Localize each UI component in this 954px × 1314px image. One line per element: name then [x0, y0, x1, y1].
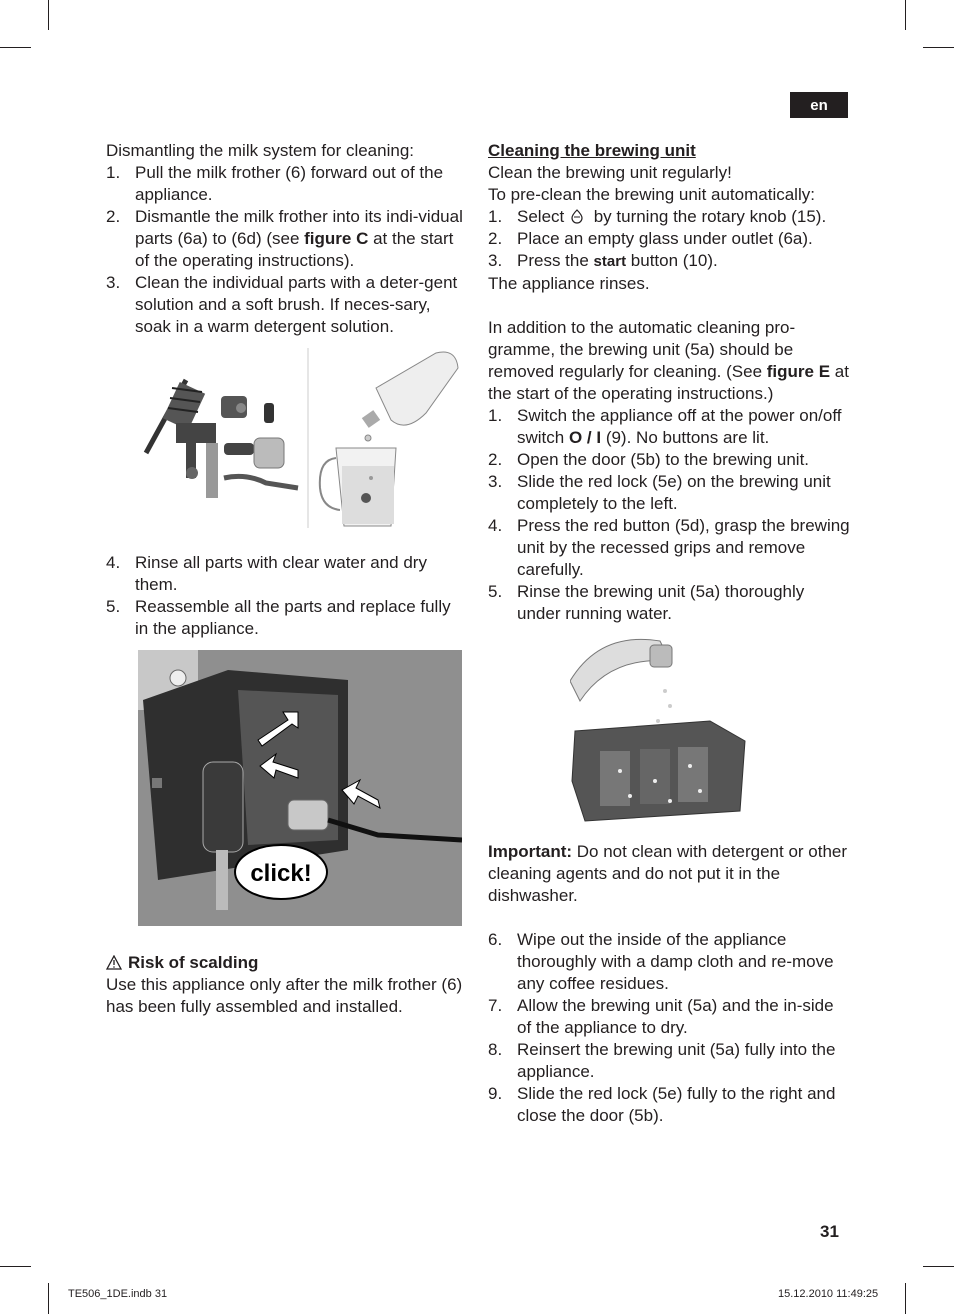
crop-mark [0, 47, 31, 48]
footer-timestamp: 15.12.2010 11:49:25 [778, 1288, 879, 1300]
list-item: 1. Select by turning the rotary knob (15). [488, 207, 827, 226]
body-text: In addition to the automatic cleaning pro-gramme, the brewing unit (5a) should be removed regularly for cleaning. (See figure E at the start of the operating instructions.) [488, 318, 849, 403]
list-item: 1. Switch the appliance off at the power on/off switch O / I (9). No buttons are lit. [488, 406, 842, 447]
risk-heading: Risk of scalding [106, 952, 468, 974]
frother-parts-illustration [106, 348, 468, 542]
frother-install-illustration [138, 650, 462, 926]
crop-mark [923, 1266, 954, 1267]
click-label: click! [250, 860, 312, 887]
body-text: Clean the brewing unit regularly! [488, 163, 732, 182]
list-item: 3. Clean the individual parts with a deter-gent solution and a soft brush. If neces-sary, soak in a warm detergent solution. [106, 273, 458, 336]
preclean-steps-list [488, 206, 850, 273]
section-heading: Cleaning the brewing unit [488, 141, 696, 160]
crop-mark [0, 1266, 31, 1267]
beaker-icon [320, 448, 396, 526]
rinsing-figure [570, 631, 850, 841]
list-item: 9. Slide the red lock (5e) fully to the right and close the door (5b). [488, 1084, 836, 1125]
important-note: Important: Do not clean with detergent or other cleaning agents and do not put it in the dishwasher. [488, 842, 848, 905]
milk-steps-list-b [106, 552, 468, 640]
language-tab: en [790, 92, 848, 118]
list-item: 1. Pull the milk frother (6) forward out of the appliance. [106, 163, 444, 204]
page-number: 31 [820, 1222, 839, 1241]
footer-file: TE506_1DE.indb 31 [68, 1288, 168, 1300]
rinsing-illustration [570, 631, 750, 835]
warning-icon [106, 955, 122, 970]
list-item: 2. Dismantle the milk frother into its indi-vidual parts (6a) to (6d) (see figure C at the start of the operating instructions). [106, 207, 463, 270]
list-item: 2. Open the door (5b) to the brewing unit. [488, 450, 810, 469]
list-item: 6. Wipe out the inside of the appliance thoroughly with a damp cloth and re-move any coffee residues. [488, 930, 834, 993]
removal-steps-list [488, 405, 850, 625]
crop-mark [48, 1283, 49, 1314]
detergent-bottle-icon [362, 352, 458, 441]
list-item: 4. Press the red button (5d), grasp the brewing unit by the recessed grips and remove carefully. [488, 516, 850, 579]
crop-mark [923, 47, 954, 48]
right-column [488, 140, 850, 1127]
body-text: The appliance rinses. [488, 274, 650, 293]
milk-system-intro: Dismantling the milk system for cleaning: [106, 141, 415, 160]
risk-text: Use this appliance only after the milk frother (6) has been fully assembled and installed. [106, 975, 463, 1016]
list-item: 8. Reinsert the brewing unit (5a) fully into the appliance. [488, 1040, 836, 1081]
crop-mark [48, 0, 49, 30]
milk-steps-list-a [106, 162, 468, 338]
frother-parts-figure [106, 348, 468, 542]
list-item: 3. Slide the red lock (5e) on the brewing unit completely to the left. [488, 472, 831, 513]
list-item: 3. Press the start button (10). [488, 251, 718, 270]
list-item: 4. Rinse all parts with clear water and dry them. [106, 553, 427, 594]
rinse-icon [569, 208, 585, 224]
list-item: 5. Rinse the brewing unit (5a) thoroughly under running water. [488, 582, 805, 623]
left-column [106, 140, 468, 1018]
frother-install-figure [138, 650, 468, 926]
crop-mark [905, 1283, 906, 1314]
list-item: 7. Allow the brewing unit (5a) and the in-side of the appliance to dry. [488, 996, 834, 1037]
final-steps-list [488, 929, 850, 1127]
body-text: To pre-clean the brewing unit automatically: [488, 185, 815, 204]
crop-mark [905, 0, 906, 30]
list-item: 2. Place an empty glass under outlet (6a). [488, 229, 813, 248]
list-item: 5. Reassemble all the parts and replace fully in the appliance. [106, 597, 451, 638]
